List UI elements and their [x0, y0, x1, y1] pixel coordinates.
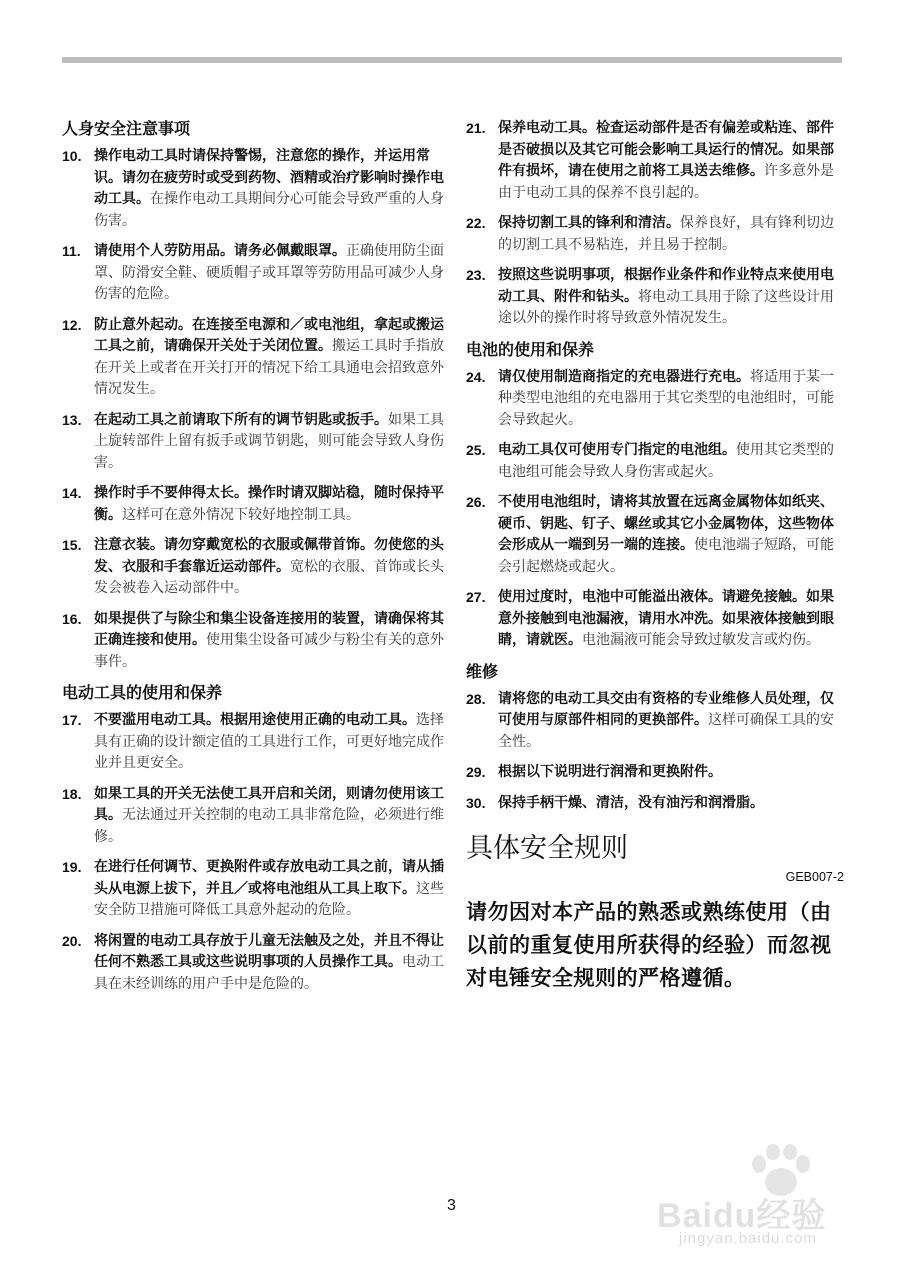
item-number: 25.: [466, 442, 486, 458]
section-title: 维修: [466, 661, 499, 681]
item-lead: 将闲置的电动工具存放于儿童无法触及之处，并且不得让任何不熟悉工具或这些说明事项的人员操作工具。: [94, 932, 444, 970]
item-body: 正确使用防尘面罩、防滑安全鞋、硬质帽子或耳罩等劳防用品可减少人身伤害的危险。: [94, 243, 444, 302]
item-number: 15.: [62, 537, 82, 553]
list-item: [62, 483, 444, 526]
left-column: [62, 118, 444, 1004]
item-number: 19.: [62, 859, 82, 875]
list-item: [62, 784, 444, 849]
item-body: 这些安全防卫措施可降低工具意外起动的危险。: [94, 880, 444, 918]
list-item: [466, 265, 844, 330]
item-number: 24.: [466, 368, 486, 385]
list-item: [466, 762, 844, 784]
item-lead: 如果提供了与除尘和集尘设备连接用的装置，请确保将其正确连接和使用。: [94, 610, 444, 648]
item-number: 29.: [466, 764, 486, 780]
item-lead: 保持手柄干燥、清洁，没有油污和润滑脂。: [498, 794, 764, 811]
item-body: 将适用于某一种类型电池组的充电器用于其它类型的电池组时，可能会导致起火。: [498, 368, 834, 428]
watermark-logo: Baidu经验: [657, 1197, 827, 1235]
item-lead: 操作电动工具时请保持警惕，注意您的操作，并运用常识。请勿在疲劳时或受到药物、酒精或治疗影响时操作电动工具。: [94, 148, 444, 207]
list-item: [466, 440, 844, 483]
list-item: [466, 492, 844, 578]
item-number: 20.: [62, 932, 82, 949]
item-lead: 请将您的电动工具交由有资格的专业维修人员处理，仅可使用与原部件相同的更换部件。: [498, 690, 834, 728]
item-lead: 保持切割工具的锋利和清洁。: [498, 215, 680, 231]
item-body: 在操作电动工具期间分心可能会导致严重的人身伤害。: [94, 191, 444, 229]
list-item: [62, 710, 444, 775]
item-number: 17.: [62, 712, 82, 728]
section-personal-safety: [62, 118, 444, 673]
section-title: 电池的使用和保养: [466, 339, 595, 359]
right-column: [466, 118, 844, 995]
item-number: 21.: [466, 120, 486, 136]
list-item: [62, 609, 444, 674]
item-number: 10.: [62, 148, 82, 164]
baidu-watermark: [649, 1144, 879, 1254]
list-item: [62, 241, 444, 306]
item-body: 选择具有正确的设计额定值的工具进行工作，可更好地完成作业并且更安全。: [94, 712, 444, 771]
item-lead: 请使用个人劳防用品。请务必佩戴眼罩。: [94, 243, 346, 259]
watermark-url: jingyan.baidu.com: [679, 1230, 817, 1247]
item-lead: 使用过度时，电池中可能溢出液体。请避免接触。如果意外接触到电池漏液，请用水冲洗。如果液体接触到眼睛，请就医。: [498, 589, 834, 648]
list-item: [466, 213, 844, 256]
list-item: [62, 857, 444, 922]
item-lead: 不使用电池组时，请将其放置在远离金属物体如纸夹、硬币、钥匙、钉子、螺丝或其它小金属物体，这些物体会形成从一端到另一端的连接。: [498, 494, 834, 553]
item-lead: 操作时手不要伸得太长。操作时请双脚站稳，随时保持平衡。: [94, 485, 444, 523]
list-item: [466, 118, 844, 204]
item-number: 13.: [62, 411, 82, 428]
item-lead: 电动工具仅可使用专门指定的电池组。: [498, 442, 736, 458]
top-rule: [62, 57, 842, 63]
item-body: 如果工具上旋转部件上留有扳手或调节钥匙，则可能会导致人身伤害。: [94, 411, 444, 471]
item-lead: 如果工具的开关无法使工具开启和关闭，则请勿使用该工具。: [94, 785, 444, 823]
item-body: 这样可在意外情况下较好地控制工具。: [122, 506, 360, 523]
item-body: 使用其它类型的电池组可能会导致人身伤害或起火。: [498, 442, 834, 480]
item-body: 电动工具在未经训练的用户手中是危险的。: [94, 954, 444, 992]
section-service: [466, 661, 844, 815]
item-number: 18.: [62, 785, 82, 802]
item-body: 电池漏液可能会导致过敏发言或灼伤。: [582, 632, 820, 648]
item-number: 27.: [466, 589, 486, 605]
item-number: 11.: [62, 243, 81, 259]
item-number: 12.: [62, 316, 82, 333]
item-lead: 保养电动工具。检查运动部件是否有偏差或粘连、部件是否破损以及其它可能会影响工具运行的情况。如果部件有损坏，请在使用之前将工具送去维修。: [498, 120, 834, 179]
item-lead: 不要滥用电动工具。根据用途使用正确的电动工具。: [94, 712, 416, 728]
list-item: [62, 146, 444, 232]
item-lead: 在进行任何调节、更换附件或存放电动工具之前，请从插头从电源上拔下，并且／或将电池组从工具上取下。: [94, 859, 444, 897]
item-body: 无法通过开关控制的电动工具非常危险，必须进行维修。: [94, 807, 444, 845]
section-title: 人身安全注意事项: [62, 119, 191, 138]
item-lead: 按照这些说明事项，根据作业条件和作业特点来使用电动工具、附件和钻头。: [498, 267, 834, 305]
item-lead: 请仅使用制造商指定的充电器进行充电。: [498, 368, 750, 385]
item-lead: 在起动工具之前请取下所有的调节钥匙或扳手。: [94, 411, 388, 428]
item-body: 使电池端子短路，可能会引起燃烧或起火。: [498, 537, 834, 575]
item-number: 28.: [466, 690, 486, 707]
list-item: [62, 315, 444, 401]
section-tool-use: [62, 682, 444, 995]
item-body: 将电动工具用于除了这些设计用途以外的操作时将导致意外情况发生。: [498, 288, 834, 326]
item-number: 16.: [62, 610, 82, 627]
list-item: [62, 535, 444, 600]
page-number: 3: [447, 1197, 456, 1214]
list-item: [466, 793, 844, 815]
item-lead: 根据以下说明进行润滑和更换附件。: [498, 764, 722, 780]
section-battery: [466, 339, 844, 652]
list-item: [466, 367, 844, 432]
list-item: [62, 410, 444, 475]
section-tool-use-continued: [466, 118, 844, 330]
item-body: 这样可确保工具的安全性。: [498, 712, 834, 750]
item-number: 26.: [466, 494, 486, 510]
item-body: 保养良好，具有锋利切边的切割工具不易粘连，并且易于控制。: [498, 215, 834, 253]
warning-statement: 请勿因对本产品的熟悉或熟练使用（由以前的重复使用所获得的经验）而忽视对电锤安全规则的严格遵循。: [466, 900, 832, 990]
list-item: [466, 587, 844, 652]
item-body: 宽松的衣服、首饰或长头发会被卷入运动部件中。: [94, 558, 444, 596]
item-lead: 防止意外起动。在连接至电源和／或电池组，拿起或搬运工具之前，请确保开关处于关闭位置。: [94, 316, 444, 354]
list-item: [466, 689, 844, 754]
item-body: 搬运工具时手指放在开关上或者在开关打开的情况下给工具通电会招致意外情况发生。: [94, 338, 444, 397]
item-body: 使用集尘设备可减少与粉尘有关的意外事件。: [94, 632, 444, 670]
item-body: 许多意外是由于电动工具的保养不良引起的。: [498, 163, 834, 201]
item-lead: 注意衣装。请勿穿戴宽松的衣服或佩带首饰。勿使您的头发、衣服和手套靠近运动部件。: [94, 537, 444, 575]
item-number: 23.: [466, 267, 486, 283]
document-code: GEB007-2: [785, 870, 844, 884]
item-number: 30.: [466, 794, 486, 811]
list-item: [62, 931, 444, 996]
section-title: 电动工具的使用和保养: [62, 683, 223, 702]
item-number: 14.: [62, 485, 82, 501]
specific-safety-heading: 具体安全规则: [466, 833, 628, 864]
item-number: 22.: [466, 215, 486, 231]
